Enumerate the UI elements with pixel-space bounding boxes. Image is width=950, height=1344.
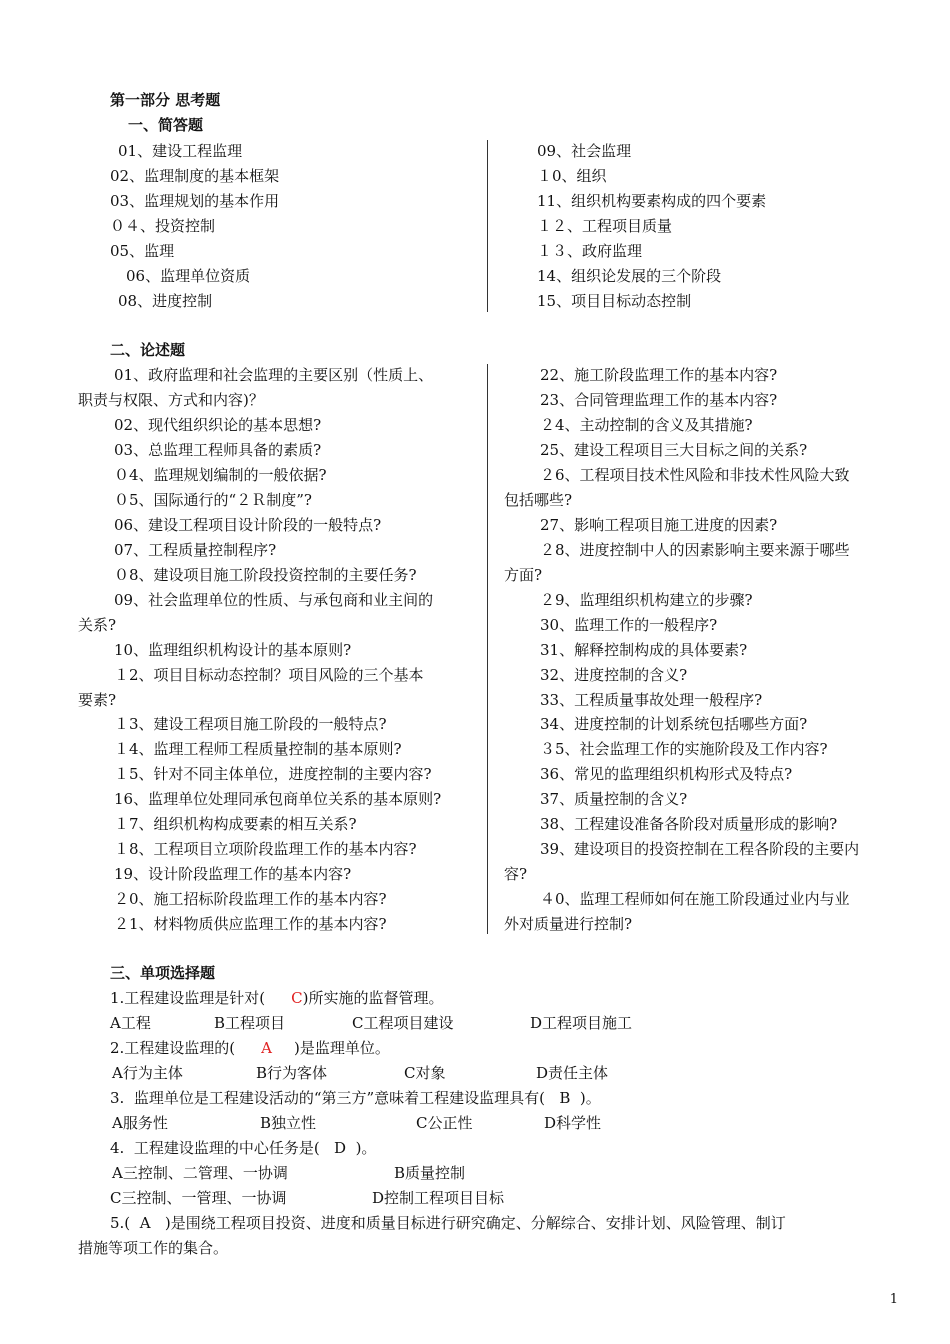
s2-right-line: 32、进度控制的含义? — [540, 666, 688, 684]
s2-left-line: ０5、国际通行的“２Ｒ制度”? — [114, 491, 312, 509]
s2-right-line: 30、监理工作的一般程序? — [540, 616, 718, 634]
s2-left-line: 16、监理单位处理同承包商单位关系的基本原则? — [114, 790, 442, 808]
s1-left-item: 05、监理 — [110, 242, 175, 260]
s1-right-item: １0、组织 — [537, 167, 607, 185]
s2-left-line: ２0、施工招标阶段监理工作的基本内容? — [114, 890, 387, 908]
q3-option: A服务性 — [112, 1114, 168, 1132]
s2-right-line: 22、施工阶段监理工作的基本内容? — [540, 366, 778, 384]
s2-right-line: 方面? — [504, 566, 543, 584]
q2-answer: A — [261, 1039, 273, 1057]
part-title: 第一部分 思考题 — [110, 91, 221, 109]
question-4: 4. 工程建设监理的中心任务是( D )。 — [110, 1139, 377, 1157]
s2-right-line: 23、合同管理监理工作的基本内容? — [540, 391, 778, 409]
q3-option: B独立性 — [260, 1114, 317, 1132]
s2-right-line: 27、影响工程项目施工进度的因素? — [540, 516, 778, 534]
q1-stem-end: )所实施的监督管理。 — [302, 989, 444, 1007]
q1-option: A工程 — [110, 1014, 151, 1032]
s2-left-line: 03、总监理工程师具备的素质? — [114, 441, 322, 459]
s2-right-line: ２9、监理组织机构建立的步骤? — [540, 591, 753, 609]
s2-left-line: ０8、建设项目施工阶段投资控制的主要任务? — [114, 566, 417, 584]
q4-option: A三控制、二管理、一协调 — [112, 1164, 288, 1182]
s2-left-line: １3、建设工程项目施工阶段的一般特点? — [114, 715, 387, 733]
s2-right-line: 36、常见的监理组织机构形式及特点? — [540, 765, 793, 783]
s2-right-line: ２6、工程项目技术性风险和非技术性风险大致 — [540, 466, 850, 484]
q1-stem-start: 1.工程建设监理是针对( — [110, 989, 266, 1007]
s2-left-line: 要素? — [78, 691, 117, 709]
s1-left-item: 01、建设工程监理 — [118, 142, 243, 160]
s1-left-item: ０４、投资控制 — [110, 217, 216, 235]
s2-left-line: １8、工程项目立项阶段监理工作的基本内容? — [114, 840, 417, 858]
q2-option: D责任主体 — [536, 1064, 609, 1082]
s2-left-line: 01、政府监理和社会监理的主要区别（性质上、 — [114, 366, 434, 384]
s2-left-line: ２1、材料物质供应监理工作的基本内容? — [114, 915, 387, 933]
question-5-line2: 措施等项工作的集合。 — [78, 1239, 229, 1257]
s2-left-line: 关系? — [78, 616, 117, 634]
s2-left-line: １5、针对不同主体单位，进度控制的主要内容? — [114, 765, 432, 783]
s1-right-item: 14、组织论发展的三个阶段 — [537, 267, 722, 285]
question-3: 3. 监理单位是工程建设活动的“第三方”意味着工程建设监理具有( B )。 — [110, 1089, 601, 1107]
s2-left-line: １2、项目目标动态控制？项目风险的三个基本 — [114, 666, 424, 684]
s1-right-item: 15、项目目标动态控制 — [537, 292, 692, 310]
q1-answer: C — [291, 989, 303, 1007]
s2-left-line: 09、社会监理单位的性质、与承包商和业主间的 — [114, 591, 434, 609]
section3-heading: 三、单项选择题 — [110, 964, 216, 982]
s2-left-line: 10、监理组织机构设计的基本原则? — [114, 641, 352, 659]
s2-right-line: 37、质量控制的含义? — [540, 790, 688, 808]
q4-option: B质量控制 — [394, 1164, 466, 1182]
s1-left-item: 03、监理规划的基本作用 — [110, 192, 280, 210]
s2-right-line: 33、工程质量事故处理一般程序? — [540, 691, 763, 709]
s2-left-line: 职责与权限、方式和内容)？ — [78, 391, 264, 409]
question-1 — [110, 988, 444, 1008]
s2-right-line: 包括哪些? — [504, 491, 573, 509]
s2-right-line: 34、进度控制的计划系统包括哪些方面? — [540, 715, 808, 733]
s2-left-line: １7、组织机构构成要素的相互关系? — [114, 815, 357, 833]
q2-stem-end: )是监理单位。 — [294, 1039, 390, 1057]
s2-right-line: ２8、进度控制中人的因素影响主要来源于哪些 — [540, 541, 850, 559]
question-2 — [110, 1038, 390, 1058]
q2-option: A行为主体 — [112, 1064, 183, 1082]
s1-right-item: 11、组织机构要素构成的四个要素 — [537, 192, 767, 210]
s2-right-line: 容? — [504, 865, 528, 883]
s2-right-line: 25、建设工程项目三大目标之间的关系? — [540, 441, 808, 459]
s2-right-line: ３5、社会监理工作的实施阶段及工作内容? — [540, 740, 828, 758]
q4-option: D控制工程项目目标 — [372, 1189, 505, 1207]
q3-option: C公正性 — [416, 1114, 473, 1132]
q3-option: D科学性 — [544, 1114, 602, 1132]
q2-option: C对象 — [404, 1064, 446, 1082]
s1-left-item: 02、监理制度的基本框架 — [110, 167, 280, 185]
s2-right-line: ４0、监理工程师如何在施工阶段通过业内与业 — [540, 890, 850, 908]
s1-left-item: 08、进度控制 — [118, 292, 213, 310]
s1-right-item: 09、社会监理 — [537, 142, 632, 160]
q4-option: C三控制、一管理、一协调 — [110, 1189, 287, 1207]
s2-left-line: １4、监理工程师工程质量控制的基本原则? — [114, 740, 402, 758]
q1-option: C工程项目建设 — [352, 1014, 454, 1032]
section2-heading: 二、论述题 — [110, 341, 186, 359]
question-5-line1: 5.( A )是围绕工程项目投资、进度和质量目标进行研究确定、分解综合、安排计划、风险管理、制订 — [110, 1214, 786, 1232]
page-number: 1 — [889, 1292, 898, 1307]
s2-right-line: 39、建设项目的投资控制在工程各阶段的主要内 — [540, 840, 860, 858]
s2-left-line: 06、建设工程项目设计阶段的一般特点? — [114, 516, 382, 534]
s1-right-item: １２、工程项目质量 — [537, 217, 673, 235]
s2-right-line: ２4、主动控制的含义及其措施? — [540, 416, 753, 434]
s2-right-line: 38、工程建设准备各阶段对质量形成的影响? — [540, 815, 838, 833]
q2-option: B行为客体 — [256, 1064, 328, 1082]
s2-right-line: 31、解释控制构成的具体要素? — [540, 641, 748, 659]
s2-right-line: 外对质量进行控制? — [504, 915, 633, 933]
s2-left-line: ０4、监理规划编制的一般依据? — [114, 466, 327, 484]
q1-option: D工程项目施工 — [530, 1014, 633, 1032]
section1-heading: 一、简答题 — [128, 116, 204, 134]
s2-left-line: 07、工程质量控制程序? — [114, 541, 277, 559]
s1-left-item: 06、监理单位资质 — [126, 267, 251, 285]
q2-stem-start: 2.工程建设监理的( — [110, 1039, 236, 1057]
column-divider-1 — [487, 140, 488, 312]
q1-option: B工程项目 — [214, 1014, 286, 1032]
column-divider-2 — [487, 364, 488, 934]
s2-left-line: 19、设计阶段监理工作的基本内容? — [114, 865, 352, 883]
s2-left-line: 02、现代组织织论的基本思想? — [114, 416, 322, 434]
s1-right-item: １３、政府监理 — [537, 242, 643, 260]
